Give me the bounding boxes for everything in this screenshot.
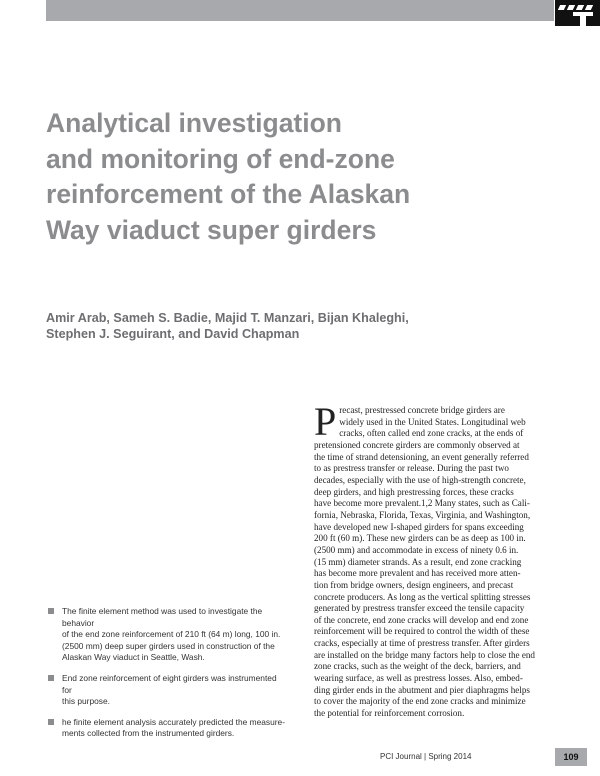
body-line: the potential for reinforcement corrosion. [314,708,465,719]
body-line: concrete producers. As long as the vertical splitting stresses [314,591,531,602]
body-line: have become more prevalent.1,2 Many states, such as Cali- [314,498,530,509]
author-line: Stephen J. Seguirant, and David Chapman [46,327,300,341]
abstract-line: Alaskan Way viaduct in Seattle, Wash. [62,652,205,663]
header-bar [46,0,554,21]
abstract-line: of the end zone reinforcement of 210 ft (64 m) long, 100 in. [62,629,281,640]
body-line: (15 mm) diameter strands. As a result, end zone cracking [314,556,522,567]
body-line: ding girder ends in the abutment and pier diaphragms helps [314,684,530,695]
article-title [46,106,546,248]
bullet-square-icon [48,675,54,681]
title-line: reinforcement of the Alaskan [46,179,411,209]
body-line: to cover the majority of the end zone cracks and minimize [314,696,526,707]
title-line: and monitoring of end-zone [46,143,395,174]
body-line: wearing surface, as well as prestress losses. Also, embed- [314,673,523,684]
body-line: of the concrete, end zone cracks will develop and end zone [314,614,529,625]
body-line: pretensioned concrete girders are commonly observed at [314,439,520,450]
body-line: cracks, especially at time of prestress transfer. After girders [314,638,530,649]
author-list [46,310,546,342]
body-line: recast, prestressed concrete bridge girders are [339,405,505,415]
body-line: decades, especially with the use of high-strength concrete, [314,474,526,485]
page-number: 109 [555,748,587,766]
title-line: Way viaduct super girders [46,214,377,245]
abstract-line: ments collected from the instrumented girders. [62,728,235,739]
abstract-item [46,606,286,664]
body-line: deep girders, and high prestressing forces, these cracks [314,486,514,497]
bullet-square-icon [48,608,54,614]
body-line: zone cracks, such as the weight of the deck, barriers, and [314,661,521,672]
body-line: fornia, Nebraska, Florida, Texas, Virginia, and Washington, [314,509,531,520]
abstract-item [46,673,286,708]
body-line: tion from bridge owners, design engineers, and precast [314,579,514,590]
body-line: to as prestress transfer or release. During the past two [314,463,509,474]
body-line: widely used in the United States. Longitudinal web [339,416,526,427]
abstract-summary [46,606,286,749]
abstract-line: he finite element analysis accurately predicted the measure- [62,716,285,727]
body-line: have developed new I-shaped girders for spans exceeding [314,521,524,532]
pci-logo-icon [555,0,600,26]
abstract-line: (2500 mm) deep super girders used in construction of the [62,640,275,651]
body-line: are installed on the bridge many factors help to close the end [314,649,535,660]
body-line: (2500 mm) and accommodate in excess of ninety 0.6 in. [314,544,519,555]
bullet-square-icon [48,719,54,725]
body-line: generated by prestress transfer exceed the tensile capacity [314,603,525,614]
journal-name: PCI Journal | Spring 2014 [380,752,472,761]
abstract-line: The finite element method was used to investigate the behavior [62,606,263,628]
page-footer [0,752,600,766]
body-line: has become more prevalent and has received more atten- [314,568,521,579]
body-text [314,399,554,720]
author-line: Amir Arab, Sameh S. Badie, Majid T. Manzari, Bijan Khaleghi, [46,311,409,325]
body-line: the time of strand detensioning, an event generally referred [314,451,529,462]
title-line: Analytical investigation [46,108,342,138]
abstract-line: End zone reinforcement of eight girders was instrumented for [62,672,277,695]
dropcap: P [314,399,337,444]
abstract-item [46,717,286,740]
body-line: cracks, often called end zone cracks, at the ends of [339,428,524,439]
abstract-line: this purpose. [62,696,110,707]
body-line: reinforcement will be required to control the width of these [314,626,530,637]
body-line: 200 ft (60 m). These new girders can be as deep as 100 in. [314,533,526,544]
